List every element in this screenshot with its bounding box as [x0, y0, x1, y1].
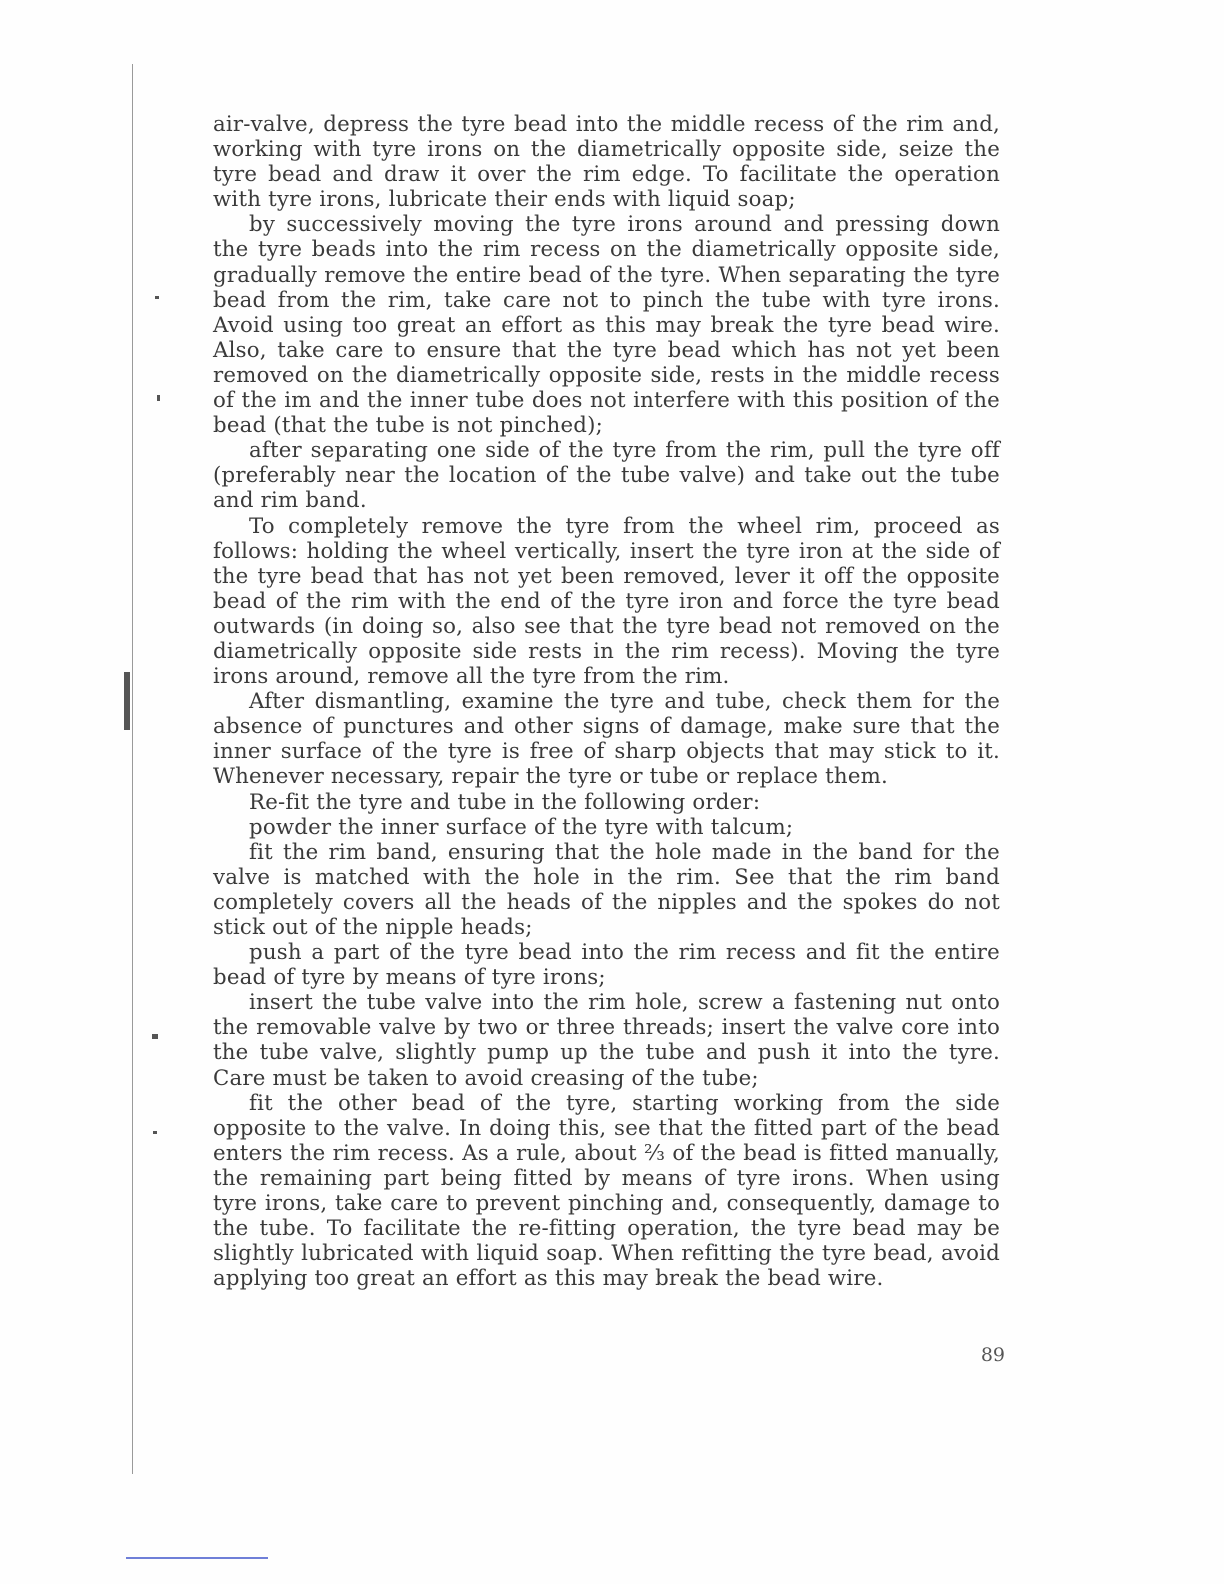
binding-mark — [155, 296, 159, 299]
binding-mark — [153, 1131, 157, 1134]
binding-mark — [152, 1034, 158, 1039]
footer-rule — [126, 1557, 268, 1559]
body-text — [213, 112, 1000, 1291]
paragraph: by successively moving the tyre irons around and pressing down the tyre beads into the rim recess on the diametrically opposite side, gradually remove the entire bead of the tyre. When separating the tyre bead from the rim, take care not to pinch the tube with tyre irons. Avoid using too great an effort as this may break the tyre bead wire. Also, take care to ensure that the tyre bead which has not yet been removed on the diametrically opposite side, rests in the middle recess of the im and the inner tube does not interfere with this position of the bead (that the tube is not pinched); — [213, 212, 1000, 439]
paragraph: push a part of the tyre bead into the rim recess and fit the entire bead of tyre by means of tyre irons; — [213, 940, 1000, 991]
binding-edge — [132, 64, 133, 1474]
paragraph: Re-fit the tyre and tube in the following order: — [249, 789, 761, 815]
paragraph: After dismantling, examine the tyre and tube, check them for the absence of punctures and other signs of damage, make sure that the inner surface of the tyre is free of sharp objects that may stick to it. Whenever necessary, repair the tyre or tube or replace them. — [213, 689, 1000, 790]
page-number: 89 — [980, 1344, 1005, 1366]
paragraph: insert the tube valve into the rim hole, screw a fastening nut onto the removable valve by two or three threads; insert the valve core into the tube valve, slightly pump up the tube and push it into the tyre. Care must be taken to avoid creasing of the tube; — [213, 990, 1000, 1091]
paragraph: powder the inner surface of the tyre with talcum; — [249, 814, 794, 840]
binding-mark — [157, 395, 160, 401]
paragraph: air-valve, depress the tyre bead into the middle recess of the rim and, working with tyre irons on the diametrically opposite side, seize the tyre bead and draw it over the rim edge. To facilitate the operation with tyre irons, lubricate their ends with liquid soap; — [213, 112, 1000, 213]
paragraph: To completely remove the tyre from the wheel rim, proceed as follows: holding the wheel vertically, insert the tyre iron at the side of the tyre bead that has not yet been removed, lever it off the opposite bead of the rim with the end of the tyre iron and force the tyre bead outwards (in doing so, also see that the tyre bead not removed on the diametrically opposite side rests in the rim recess). Moving the tyre irons around, remove all the tyre from the rim. — [213, 513, 1000, 690]
paragraph: fit the other bead of the tyre, starting working from the side opposite to the valve. In doing this, see that the fitted part of the bead enters the rim recess. As a rule, about ²⁄₃ of the bead is fitted manually, the remaining part being fitted by means of tyre irons. When using tyre irons, take care to prevent pinching and, consequently, damage to the tube. To facilitate the re-fitting operation, the tyre bead may be slightly lubricated with liquid soap. When refitting the tyre bead, avoid applying too great an effort as this may break the bead wire. — [213, 1090, 1000, 1292]
binding-mark — [124, 672, 130, 730]
paragraph: fit the rim band, ensuring that the hole made in the band for the valve is matched with the hole in the rim. See that the rim band completely covers all the heads of the nipples and the spokes do not stick out of the nipple heads; — [213, 839, 1000, 940]
paragraph: after separating one side of the tyre from the rim, pull the tyre off (preferably near the location of the tube valve) and take out the tube and rim band. — [213, 438, 1000, 514]
